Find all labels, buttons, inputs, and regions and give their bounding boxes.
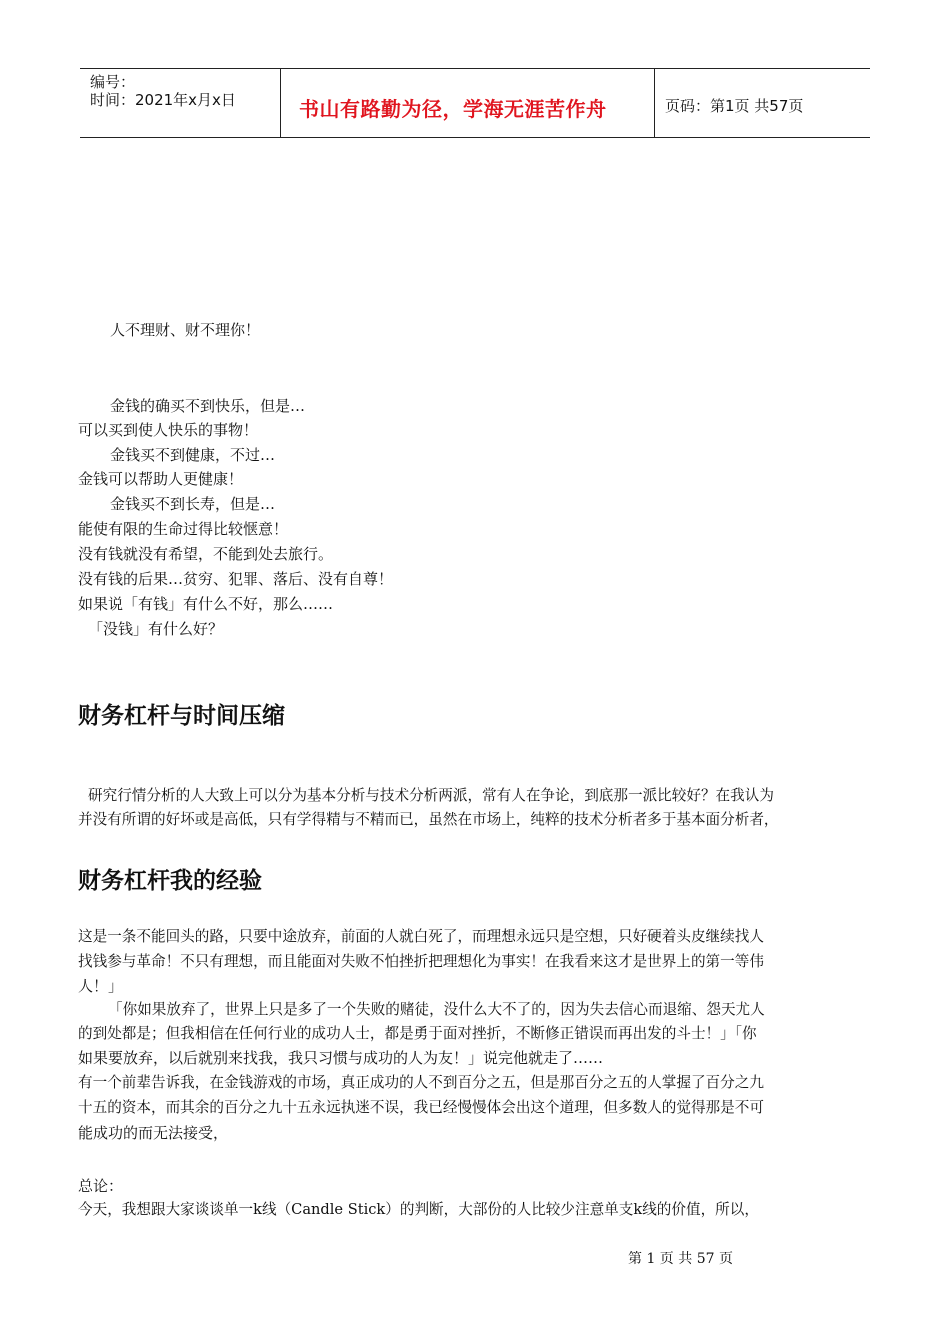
paragraph-line: 「你如果放弃了，世界上只是多了一个失败的赌徒，没什么大不了的，因为失去信心而退缩、怨天尤人 — [108, 1001, 765, 1018]
poem-line: 没有钱的后果…贫穷、犯罪、落后、没有自尊！ — [78, 570, 394, 588]
poem-line: 金钱买不到健康，不过… — [110, 446, 276, 464]
paragraph-line: 十五的资本，而其余的百分之九十五永远执迷不误，我已经慢慢体会出这个道理，但多数人的觉得那是不可 — [78, 1099, 764, 1116]
paragraph-line: 并没有所谓的好坏或是高低，只有学得精与不精而已，虽然在市场上，纯粹的技术分析者多于基本面分析者， — [78, 811, 779, 828]
poem-line: 能使有限的生命过得比较惬意！ — [78, 520, 289, 538]
document-number-label: 编号： — [90, 73, 136, 91]
header-meta-cell — [80, 69, 281, 137]
paragraph-line: 找钱参与革命！不只有理想，而且能面对失败不怕挫折把理想化为事实！在我看来这才是世界上的第一等伟 — [78, 953, 764, 970]
paragraph-line: 能成功的而无法接受， — [78, 1124, 229, 1142]
header-page-cell — [655, 69, 870, 137]
paragraph-line: 的到处都是；但我相信在任何行业的成功人士，都是勇于面对挫折，不断修正错误而再出发的斗士！」「你 — [78, 1025, 757, 1042]
paragraph-line: 研究行情分析的人大致上可以分为基本分析与技术分析两派，常有人在争论，到底那一派比较好？在我认为 — [88, 787, 774, 804]
paragraph-line: 这是一条不能回头的路，只要中途放弃，前面的人就白死了，而理想永远只是空想，只好硬着头皮继续找人 — [78, 928, 764, 945]
document-header — [80, 68, 870, 138]
header-motto-cell — [281, 69, 655, 137]
page-footer: 第 1 页 共 57 页 — [628, 1251, 733, 1267]
header-page-number: 页码：第1页 共57页 — [665, 97, 804, 115]
poem-line: 如果说「有钱」有什么不好，那么…… — [78, 595, 334, 613]
poem-line: 金钱的确买不到快乐，但是… — [110, 397, 306, 415]
section-heading: 财务杠杆与时间压缩 — [78, 703, 285, 729]
summary-line: 今天，我想跟大家谈谈单一k线（Candle Stick）的判断，大部份的人比较少注意单支k线的价值，所以， — [78, 1201, 759, 1218]
poem-line: 可以买到使人快乐的事物！ — [78, 421, 259, 439]
intro-line: 人不理财、财不理你！ — [110, 321, 261, 339]
poem-line: 金钱买不到长寿，但是… — [110, 495, 276, 513]
poem-line: 金钱可以帮助人更健康！ — [78, 470, 244, 488]
document-date: 时间：2021年x月x日 — [90, 91, 236, 109]
section-heading: 财务杠杆我的经验 — [78, 868, 262, 894]
header-motto: 书山有路勤为径，学海无涯苦作舟 — [299, 97, 607, 121]
summary-label: 总论： — [78, 1177, 124, 1195]
paragraph-line: 如果要放弃，以后就别来找我，我只习惯与成功的人为友！」说完他就走了…… — [78, 1049, 604, 1067]
paragraph-line: 人！」 — [78, 977, 124, 995]
poem-line: 「没钱」有什么好？ — [88, 620, 224, 638]
paragraph-line: 有一个前辈告诉我，在金钱游戏的市场，真正成功的人不到百分之五，但是那百分之五的人掌握了百分之九 — [78, 1074, 764, 1091]
poem-line: 没有钱就没有希望，不能到处去旅行。 — [78, 545, 334, 563]
